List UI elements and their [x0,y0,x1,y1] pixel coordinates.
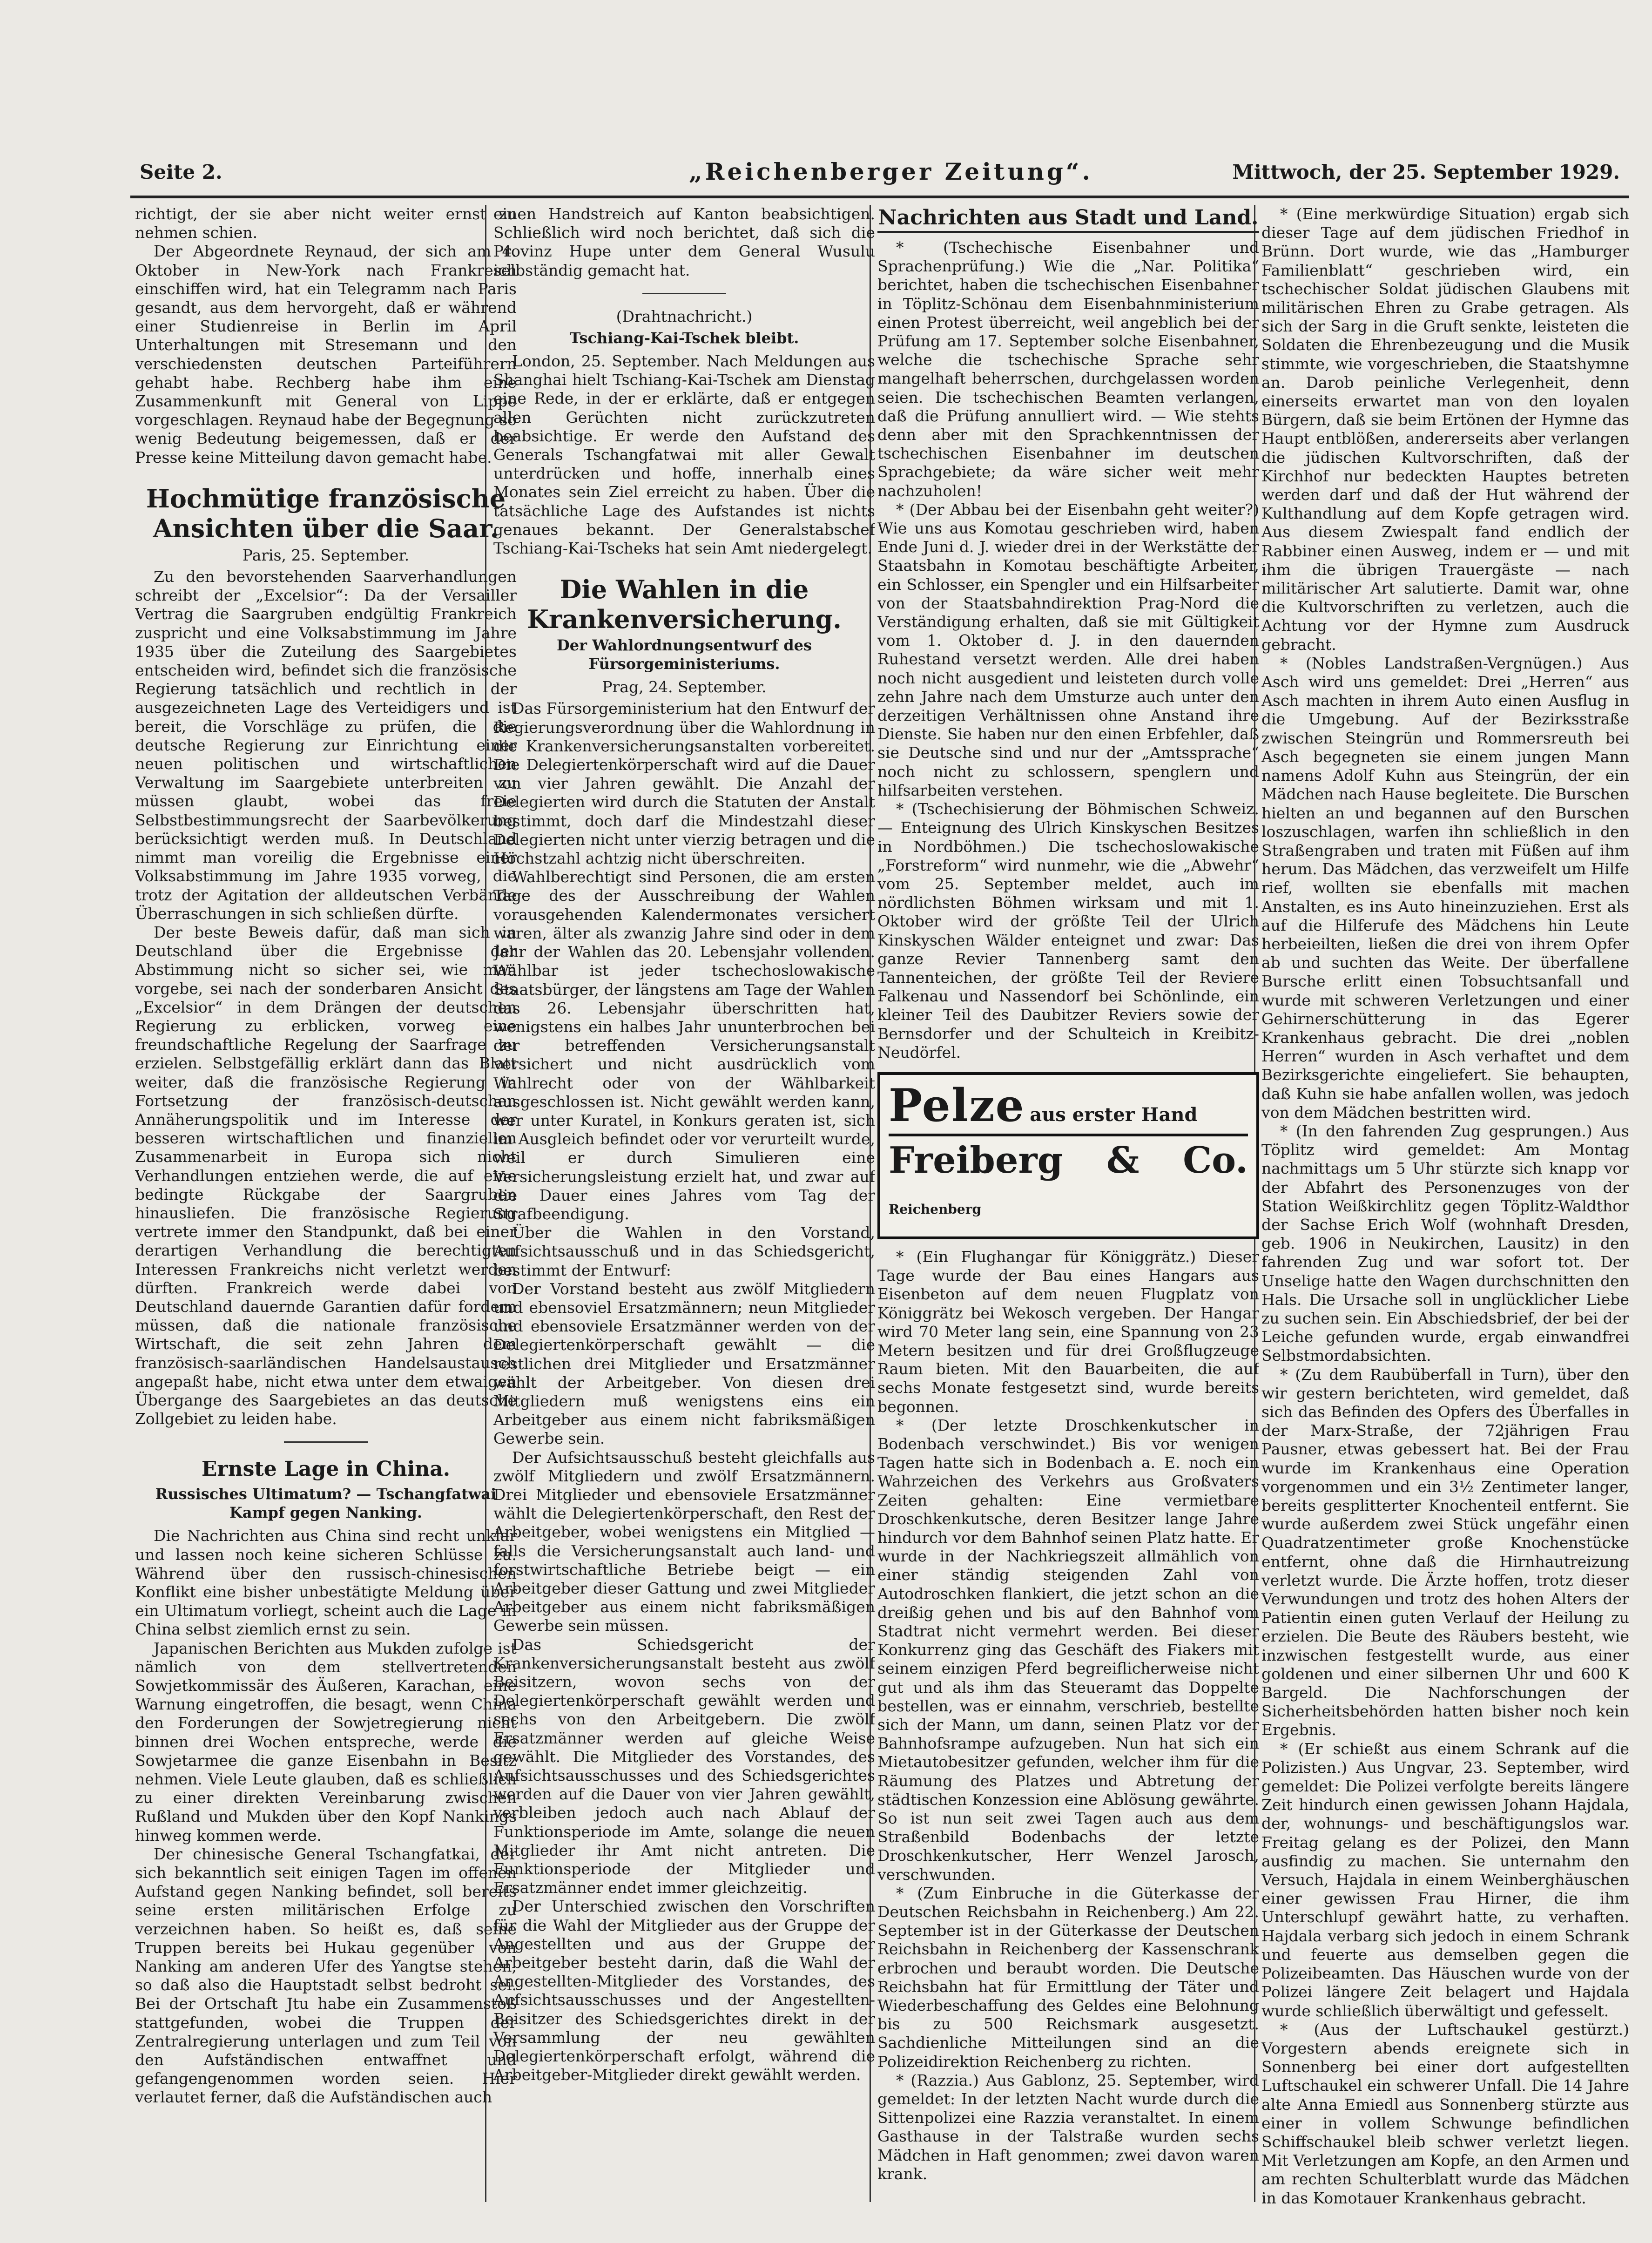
paragraph: einen Handstreich auf Kanton beabsichtigen. Schließlich wird noch berichtet, daß sich die Provinz Hupe unter dem General Wusulu selbständig gemacht hat. [493,205,875,279]
dateline: Paris, 25. September. [242,546,410,564]
ad-slogan: aus erster Hand [1030,1103,1198,1126]
paragraph: Der chinesische General Tschangfatkai, der sich bekanntlich seit einigen Tagen im offenen Aufstand gegen Nanking befindet, soll bereits seine ersten militärischen Erfolge zu verzeichnen haben. So heißt es, daß seine Truppen bereits bei Hukau gegenüber von Nanking am anderen Ufer des Yangtse stehen, so daß also die Hauptstadt selbst bedroht sei. Bei der Ortschaft Jtu habe ein Zusammenstoß stattgefunden, wobei die Truppen der Zentralregierung unterlagen und zum Teil von den Aufständischen entwaffnet und gefangengenommen worden seien. Hier verlautet ferner, daß die Aufständischen auch [135,1844,517,2107]
wire-label: (Drahtnachricht.) [616,307,753,325]
paragraph: richtigt, der sie aber nicht weiter ernst zu nehmen schien. [135,205,517,242]
separator [642,293,726,294]
column-4 [1261,205,1629,2207]
news-item: * (Nobles Landstraßen-Vergnügen.) Aus Asch wird uns gemeldet: Drei „Herren“ aus Asch machten in ihrem Auto einen Ausflug in die Umgebung. Auf der Bezirksstraße zwischen Steingrün und Rommersreuth bei Asch begegneten sie einem jungen Mann namens Adolf Kuhn aus Steingrün, der ein Mädchen nach Hause begleitete. Die Burschen hielten an und begannen auf den Burschen loszuschlagen, warfen ihn schließlich in den Straßengraben und traten mit Füßen auf ihm herum. Das Mädchen, das verzweifelt um Hilfe rief, wollten sie ebenfalls mit machen Anstalten, es ins Auto hineinzuziehen. Erst als auf die Hilferufe des Mädchens hin Leute herbeieilten, ließen die drei von ihrem Opfer ab und suchten das Weite. Der überfallene Bursche erlitt einen Tobsuchtsanfall und wurde mit schweren Verletzungen und einer Gehirnerschütterung in das Egerer Krankenhaus gebracht. Die drei „noblen Herren“ wurden in Asch verhaftet und dem Bezirksgerichte eingeliefert. Sie behaupten, daß Kuhn sie habe anfallen wollen, was jedoch von dem Mädchen bestritten wird. [1261,654,1629,1122]
news-item: * (Razzia.) Aus Gablonz, 25. September, wird gemeldet: In der letzten Nacht wurde durch die Sittenpolizei eine Razzia veranstaltet. In einem Gasthause in der Talstraße wurden sechs Mädchen in Haft genommen; zwei davon waren krank. [877,2071,1259,2183]
paragraph: Der Vorstand besteht aus zwölf Mitgliedern und ebensoviel Ersatzmännern; neun Mitglieder und ebensoviele Ersatzmänner werden von der Delegiertenkörperschaft gewählt — die restlichen drei Mitglieder und Ersatzmänner wählt der Arbeitgeber. Von diesen drei Mitgliedern muß wenigstens eins ein Arbeitgeber aus einem nicht fabriksmäßigen Gewerbe sein. [493,1279,875,1448]
news-item: * (Aus der Luftschaukel gestürzt.) Vorgestern abends ereignete sich in Sonnenberg bei einer dort aufgestellten Luftschaukel ein schwerer Unfall. Die 14 Jahre alte Anna Emiedl aus Sonnenberg stürzte aus einer in vollem Schwunge befindlichen Schiffschaukel bleib schwer verletzt liegen. Mit Verletzungen am Kopfe, an den Armen und am rechten Schulterblatt wurde das Mädchen in das Komotauer Krankenhaus gebracht. [1261,2020,1629,2207]
news-item: * (Er schießt aus einem Schrank auf die Polizisten.) Aus Ungvar, 23. September, wird gemeldet: Die Polizei verfolgte bereits längere Zeit hindurch einen gewissen Johann Hajdala, der, wohnungs- und beschäftigungslos war. Freitag gelang es der Polizei, den Mann ausfindig zu machen. Sie unternahm den Versuch, Hajdala in einem Weinberghäuschen einer gewissen Frau Hirner, die ihm Unterschlupf gewährt hatte, zu verhaften. Hajdala verbarg sich jedoch in einem Schrank und feuerte aus demselben gegen die Polizeibeamten. Das Häuschen wurde von der Polizei längere Zeit belagert und Hajdala wurde schließlich überwältigt und gefesselt. [1261,1739,1629,2020]
news-item: * (Zum Einbruche in die Güterkasse der Deutschen Reichsbahn in Reichenberg.) Am 22. September ist in der Güterkasse der Deutschen Reichsbahn in Reichenberg der Kassenschrank erbrochen und beraubt worden. Die Deutsche Reichsbahn hat für Ermittlung der Täter und Wiederbeschaffung des Geldes eine Belohnung bis zu 500 Reichsmark ausgesetzt. Sachdienliche Mitteilungen sind an die Polizeidirektion Reichenberg zu richten. [877,1884,1259,2071]
column-1 [135,205,517,2207]
paragraph: Die Nachrichten aus China sind recht unklar und lassen noch keine sicheren Schlüsse zu. Während über den russisch-chinesischen Konflikt eine bisher unbestätigte Meldung über ein Ultimatum vorliegt, scheint auch die Lage in China selbst ziemlich ernst zu sein. [135,1527,517,1639]
dateline: Prag, 24. September. [602,678,767,696]
headline-china: Ernste Lage in China. [201,1457,451,1481]
paragraph: Japanischen Berichten aus Mukden zufolge ist nämlich von dem stellvertretenden Sowjetkommissär des Äußeren, Karachan, eine Warnung eingetroffen, die besagt, wenn China den Forderungen der Sowjetregierung nicht binnen drei Wochen entspreche, werde die Sowjetarmee die ganze Eisenbahn in Besitz nehmen. Viele Leute glauben, daß es schließlich zu einer direkten Vereinbarung zwischen Rußland und Mukden über den Kopf Nankings hinweg kommen werde. [135,1639,517,1844]
column-3 [877,205,1259,2207]
ad-firm-name [889,1134,1248,1230]
subheadline-krankenversicherung: Der Wahlordnungsentwurf des Fürsorgeministeriums. [557,636,812,673]
paragraph: Das Fürsorgeministerium hat den Entwurf der Regierungsverordnung über die Wahlordnung in die Krankenversicherungsanstalten vorbereitet. Die Delegiertenkörperschaft wird auf die Dauer von vier Jahren gewählt. Die Anzahl der Delegierten wird durch die Statuten der Anstalt bestimmt, doch darf die Mindestzahl dieser Delegierten nicht unter vierzig betragen und die Höchstzahl achtzig nicht überschreiten. [493,699,875,868]
masthead: „Reichenberger Zeitung“. [689,158,1093,185]
headline-krankenversicherung: Die Wahlen in die Krankenversicherung. [527,574,842,635]
paragraph: Der Aufsichtsausschuß besteht gleichfalls aus zwölf Mitgliedern und zwölf Ersatzmännern. Drei Mitglieder und ebensoviele Ersatzmänner wählt die Delegiertenkörperschaft, den Rest der Arbeitgeber, wobei wenigstens ein Mitglied — falls die Versicherungsanstalt auch land- und forstwirtschaftliche Betriebe beigt — ein Arbeitgeber dieser Gattung und zwei Mitglieder Arbeitgeber aus einem nicht fabriksmäßigen Gewerbe sein müssen. [493,1448,875,1635]
paragraph: Das Schiedsgericht der Krankenversicherungsanstalt besteht aus zwölf Beisitzern, wovon sechs von der Delegiertenkörperschaft gewählt werden und sechs von den Arbeitgebern. Die zwölf Ersatzmänner werden auf gleiche Weise gewählt. Die Mitglieder des Vorstandes, des Aufsichtsausschusses und des Schiedsgerichtes werden auf die Dauer von vier Jahren gewählt, verbleiben jedoch auch nach Ablauf der Funktionsperiode im Amte, solange die neuen Mitglieder ihr Amt nicht antreten. Die Funktionsperiode der Mitglieder und Ersatzmänner endet immer gleichzeitig. [493,1635,875,1897]
news-item: * (Tschechische Eisenbahner und Sprachenprüfung.) Wie die „Nar. Politika“ berichtet, haben die tschechischen Eisenbahner in Töplitz-Schönau dem Eisenbahnministerium einen Protest überreicht, weil angeblich bei der Prüfung am 17. September solche Eisenbahner, welche die tschechische Sprache sehr mangelhaft beherrschen, durchgelassen worden seien. Die tschechischen Beamten verlangen, daß die Prüfung annulliert wird. — Wie stehts denn aber mit den Sprachkenntnissen der tschechischen Eisenbahner im deutschen Sprachgebiete; da wäre sicher weit mehr nachzuholen! [877,238,1259,500]
page-header [140,158,1629,193]
column-2 [493,205,875,2207]
header-rule [130,196,1629,198]
paragraph: Wahlberechtigt sind Personen, die am ersten Tage des der Ausschreibung der Wahlen vorausgehenden Kalendermonates versichert waren, älter als zwanzig Jahre sind oder in dem Jahr der Wahlen das 20. Lebensjahr vollenden. Wählbar ist jeder tschechoslowakische Staatsbürger, der längstens am Tage der Wahlen das 26. Lebensjahr überschritten hat, wenigstens ein halbes Jahr ununterbrochen bei der betreffenden Versicherungsanstalt versichert und nicht ausdrücklich vom Wahlrecht oder von der Wählbarkeit ausgeschlossen ist. Nicht gewählt werden kann, wer unter Kuratel, in Konkurs geraten ist, sich im Ausgleich befindet oder vor verurteilt wurde, weil er durch Simulieren eine Versicherungsleistung erzielt hat, und zwar auf die Dauer eines Jahres vom Tag der Strafbeendigung. [493,868,875,1223]
paragraph: Der Unterschied zwischen den Vorschriften für die Wahl der Mitglieder aus der Gruppe der Angestellten und aus der Gruppe der Arbeitgeber besteht darin, daß die Wahl der Angestellten-Mitglieder des Vorstandes, des Aufsichtsausschusses und der Angestellten-Beisitzer des Schiedsgerichtes direkt in der Versammlung der neu gewählten Delegiertenkörperschaft erfolgt, während die Arbeitgeber-Mitglieder direkt gewählt werden. [493,1897,875,2084]
paragraph: Der Abgeordnete Reynaud, der sich am 4. Oktober in New-York nach Frankreich einschiffen wird, hat ein Telegramm nach Paris gesandt, aus dem hervorgeht, daß er während einer Studienreise in Berlin im April Unterhaltungen mit Stresemann und den verschiedensten deutschen Parteiführern gehabt habe. Rechberg habe ihm eine Zusammenkunft mit General von Lippe vorgeschlagen. Reynaud habe der Begegnung so wenig Bedeutung beigemessen, daß er der Presse keine Mitteilung davon gemacht habe. [135,242,517,466]
news-item: * (Eine merkwürdige Situation) ergab sich dieser Tage auf dem jüdischen Friedhof in Brünn. Dort wurde, wie das „Hamburger Familienblatt“ geschrieben wird, ein tschechischer Soldat jüdischen Glaubens mit militärischen Ehren zu Grabe getragen. Als sich der Sarg in die Gruft senkte, leisteten die Soldaten die Ehrenbezeugung und die Musik stimmte, wie vorgeschrieben, die Staatshymne an. Darob peinliche Verlegenheit, denn einerseits erwartet man von den loyalen Bürgern, daß sie beim Ertönen der Hymne das Haupt entblößen, andererseits aber verlangen die jüdischen Kultvorschriften, daß der Kirchhof nur bedeckten Hauptes betreten werden darf und daß der Hut während der Kulthandlung auf dem Kopfe getragen wird. Aus diesem Zwiespalt fand endlich der Rabbiner einen Ausweg, indem er — und mit ihm die übrigen Trauergäste — nach militärischer Art salutierte. Damit war, ohne die Kultvorschriften zu verletzen, auch die Achtung vor der Hymne zum Ausdruck gebracht. [1261,205,1629,654]
ad-headline: Pelze [889,1079,1025,1132]
news-item: * (Ein Flughangar für Königgrätz.) Dieser Tage wurde der Bau eines Hangars aus Eisenbeton auf dem neuen Flugplatz von Königgrätz bei Wekosch vergeben. Der Hangar wird 70 Meter lang sein, eine Spannung von 23 Metern besitzen und für drei Großflugzeuge Raum bieten. Mit den Bauarbeiten, die auf sechs Monate festgesetzt sind, wurde bereits begonnen. [877,1247,1259,1416]
ad-city: Reichenberg [889,1201,982,1217]
advertisement [877,1072,1259,1239]
paragraph: Zu den bevorstehenden Saarverhandlungen schreibt der „Excelsior“: Da der Versailler Vertrag die Saargruben endgültig Frankreich zuspricht und eine Volksabstimmung im Jahre 1935 über die Zuteilung des Saargebietes entscheiden wird, befindet sich die französische Regierung tatsächlich und rechtlich in der ausgezeichneten Lage des Verteidigers und ist bereit, die Vorschläge zu prüfen, die die deutsche Regierung zur Einrichtung einer neuen politischen und wirtschaftlichen Verwaltung im Saargebiete unterbreiten zu müssen glaubt, wobei das freie Selbstbestimmungsrecht der Saarbevölkerung berücksichtigt werden muß. In Deutschland nimmt man voreilig die Ergebnisse einer Volksabstimmung im Jahre 1935 vorweg, die trotz der Agitation der alldeutschen Verbände Überraschungen in sich schließen dürfte. [135,568,517,923]
news-item: * (Der Abbau bei der Eisenbahn geht weiter?) Wie uns aus Komotau geschrieben wird, haben Ende Juni d. J. wieder drei in der Werkstätte der Staatsbahn in Komotau beschäftigte Arbeiter, ein Schlosser, ein Spengler und ein Hilfsarbeiter von der Staatsbahndirektion Prag-Nord die Verständigung erhalten, daß sie mit Gültigkeit vom 1. Oktober d. J. in den dauernden Ruhestand versetzt werden. Alle drei haben noch nicht ausgedient und leisteten durch volle zehn Jahre nach dem Umsturze auch unter den derzeitigen Verhältnissen ohne Anstand ihre Dienste. Sie haben nur den einen Erbfehler, daß sie Deutsche sind und nur der „Amtssprache“ noch nicht zu schlossern, spenglern und hilfsarbeiten verstehen. [877,500,1259,799]
wire-headline: Tschiang-Kai-Tschek bleibt. [569,329,799,347]
news-item: * (Zu dem Raubüberfall in Turn), über den wir gestern berichteten, wird gemeldet, daß sich das Befinden des Opfers des Überfalles in der Marx-Straße, der 72jährigen Frau Pausner, etwas gebessert hat. Bei der Frau wurde im Krankenhaus eine Operation vorgenommen und ein 3½ Zentimeter langer, bereits gesplitterter Knochenteil entfernt. Sie wurde außerdem zwei Stück ungefähr einen Quadratzentimeter große Knochenstücke entfernt, ohne daß die Hirnhautreizung verletzt wurde. Die Ärzte hoffen, trotz dieser Verwundungen und trotz des hohen Alters der Patientin einen guten Verlauf der Heilung zu erzielen. Die Beute des Räubers besteht, wie inzwischen festgestellt wurde, aus einer goldenen und einer silbernen Uhr und 600 K Bargeld. Die Nachforschungen der Sicherheitsbehörden hatten bisher noch kein Ergebnis. [1261,1365,1629,1739]
separator [284,1441,368,1443]
subheadline-china: Russisches Ultimatum? — Tschangfatwai Kampf gegen Nanking. [155,1485,497,1522]
paragraph: London, 25. September. Nach Meldungen aus Shanghai hielt Tschiang-Kai-Tschek am Dienstag eine Rede, in der er erklärte, daß er entgegen allen Gerüchten nicht zurückzutreten beabsichtige. Er werde den Aufstand des Generals Tschangfatwai mit aller Gewalt unterdrücken und hoffe, innerhalb eines Monates sein Ziel erreicht zu haben. Über die tatsächliche Lage des Aufstandes ist nichts genaues bekannt. Der Generalstabschef Tschiang-Kai-Tscheks hat sein Amt niedergelegt. [493,352,875,558]
section-heading: Nachrichten aus Stadt und Land. [877,205,1259,233]
news-item: * (In den fahrenden Zug gesprungen.) Aus Töplitz wird gemeldet: Am Montag nachmittags um 5 Uhr stürzte sich knapp vor der Abfahrt des Personenzuges von der Station Weißkirchlitz gegen Töplitz-Waldthor der Sachse Erich Wolf (wohnhaft Dresden, geb. 1906 in Neukirchen, Lausitz) in den fahrenden Zug und war sofort tot. Der Unselige hatte den Wagen durchschnitten den Hals. Die Ursache soll in unglücklicher Liebe zu suchen sein. Ein Abschiedsbrief, der bei der Leiche gefunden wurde, ergab einwandfrei Selbstmordabsichten. [1261,1122,1629,1365]
paragraph: Über die Wahlen in den Vorstand, Aufsichtsausschuß und in das Schiedsgericht, bestimmt der Entwurf: [493,1223,875,1279]
news-item: * (Tschechisierung der Böhmischen Schweiz. — Enteignung des Ulrich Kinskyschen Besitzes in Nordböhmen.) Die tschechoslowakische „Forstreform“ wird nunmehr, wie die „Abwehr“ vom 25. September meldet, auch im nördlichsten Böhmen wirksam und mit 1. Oktober wird der größte Teil der Ulrich Kinskyschen Wälder enteignet und zwar: Das ganze Revier Tannenberg samt den Tannenteichen, der größte Teil der Reviere Falkenau und Nassendorf bei Schönlinde, ein kleiner Teil des Daubitzer Reviers sowie der Bernsdorfer und der Schulteich in Kreibitz-Neudörfel. [877,800,1259,1061]
news-item: * (Der letzte Droschkenkutscher in Bodenbach verschwindet.) Bis vor wenigen Tagen hatte sich in Bodenbach a. E. noch ein Wahrzeichen des Verkehrs aus Großvaters Zeiten gehalten: Eine vermietbare Droschkenkutsche, deren Besitzer lange Jahre hindurch vor dem Bahnhof seinen Platz hatte. Er wurde in der Nachkriegszeit allmählich von einer ständig steigenden Zahl von Autodroschken flankiert, die jetzt schon an die dreißig gehen und bis auf den Bahnhof vom Stadtrat nicht vermehrt werden. Bei dieser Konkurrenz ging das Geschäft des Fiakers mit seinem einzigen Pferd begreiflicherweise nicht gut und als ihm das Steueramt das Doppelte bestellen, was er einnahm, verschrieb, bestellte sich der Mann, um dann, seinen Platz vor der Bahnhofsrampe aufzugeben. Nun hat sich ein Mietautobesitzer gefunden, welcher ihm für die Räumung des Platzes und Abtretung der städtischen Konzession eine Ablösung gewährte. So ist nun seit zwei Tagen auch aus dem Straßenbild Bodenbachs der letzte Droschkenkutscher, Herr Wenzel Jarosch, verschwunden. [877,1416,1259,1884]
headline-saar: Hochmütige französische Ansichten über die Saar. [146,483,506,543]
ad-firm-label: Freiberg & Co. [889,1139,1248,1182]
issue-date: Mittwoch, der 25. September 1929. [1232,161,1620,183]
paragraph: Der beste Beweis dafür, daß man sich in Deutschland über die Ergebnisse der Abstimmung nicht so sicher sei, wie man vorgebe, sei nach der sonderbaren Ansicht des „Excelsior“ in dem Drängen der deutschen Regierung zu erblicken, vorweg eine freundschaftliche Regelung der Saarfrage zu erzielen. Selbstgefällig erklärt dann das Blatt weiter, daß die französische Regierung in Fortsetzung der französisch-deutschen Annäherungspolitik und im Interesse der besseren wirtschaftlichen und finanziellen Zusammenarbeit in Europa sich nicht Verhandlungen entziehen werde, die auf eine bedingte Rückgabe der Saargruben hinausliefen. Die französische Regierung vertrete immer den Standpunkt, daß bei einer derartigen Verhandlung die berechtigten Interessen Frankreichs nicht verletzt werden dürften. Frankreich werde dabei von Deutschland dauernde Garantien dafür fordern müssen, daß die nationale französische Wirtschaft, die seit zehn Jahren dem französisch-saarländischen Handelsaustausch angepaßt habe, nicht etwa unter dem etwaigen Übergange des Saargebietes an das deutsche Zollgebiet zu leiden habe. [135,923,517,1428]
page-number: Seite 2. [140,161,223,183]
